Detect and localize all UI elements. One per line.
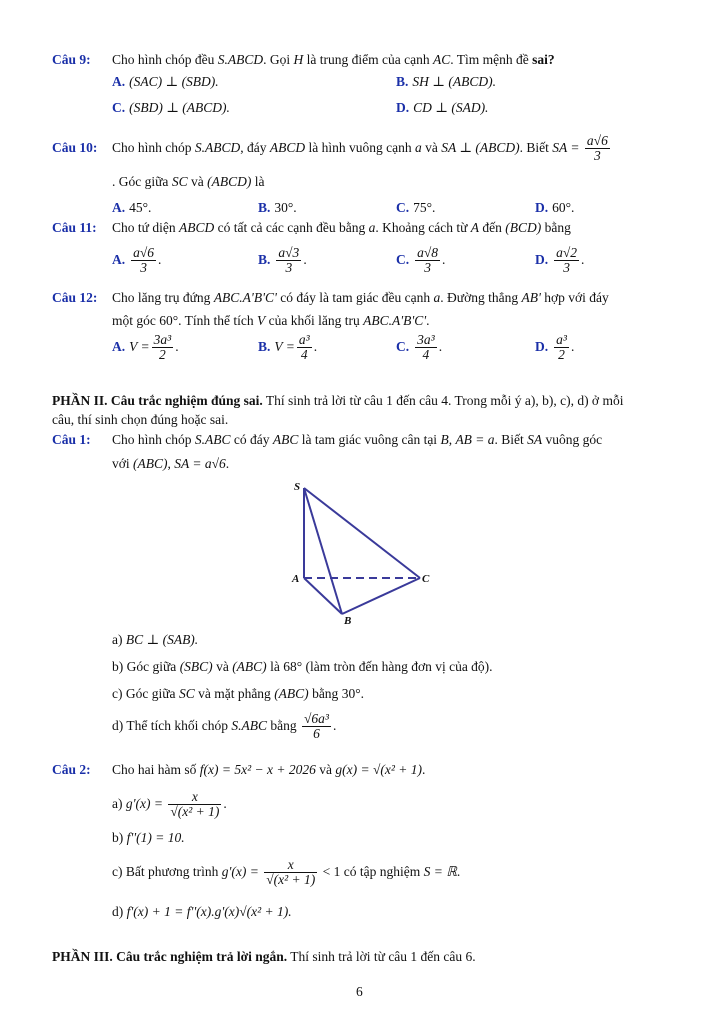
p2q2-item-b[interactable]: b) f''(1) = 10. [112, 830, 185, 845]
p2q2-item-d[interactable]: d) f'(x) + 1 = f''(x).g'(x)√(x² + 1). [112, 904, 292, 919]
q11-option-d[interactable]: D. $\frac{a√2}{3}$ . [535, 245, 585, 276]
p2q2-item-a[interactable]: a) g'(x) = $\frac{x}{\text{√(x² + 1)}}$ . [112, 789, 227, 820]
q12-option-b[interactable]: B. V = $\frac{\text{a³}}{4}$ . [258, 332, 318, 363]
edge-sc [304, 488, 420, 578]
q12-label: Câu 12: [52, 290, 98, 305]
q9-option-b[interactable]: B. SH ⊥ (ABCD). [396, 74, 496, 89]
pyramid-figure [280, 476, 440, 626]
q11-text: Cho tứ diện ABCD có tất cả các cạnh đều bằng a. Khoảng cách từ A đến (BCD) bằng [112, 220, 571, 235]
q12-option-c[interactable]: C. $\frac{\text{3a³}}{4}$ . [396, 332, 443, 363]
q11-option-b[interactable]: B. $\frac{a√3}{3}$ . [258, 245, 307, 276]
q10-text-line2: . Góc giữa SC và (ABCD) là [112, 174, 265, 189]
label-s: S [294, 481, 301, 493]
p2q2-item-c[interactable]: c) Bất phương trình g'(x) = $\frac{x}{\text{√(x² + 1)}}$ < 1 có tập nghiệm S = ℝ. [112, 857, 461, 888]
p2q1-text: Cho hình chóp S.ABC có đáy ABC là tam giác vuông cân tại B, AB = a. Biết SA vuông góc [112, 432, 603, 447]
p2q2-label: Câu 2: [52, 762, 91, 777]
edge-bc [342, 578, 420, 614]
q12-option-a[interactable]: A. V = $\frac{\text{3a³}}{2}$ . [112, 332, 179, 363]
q10-label-wrap [52, 140, 97, 156]
p2q1-item-b[interactable]: b) Góc giữa (SBC) và (ABC) là 68° (làm tròn đến hàng đơn vị của độ). [112, 659, 493, 674]
label-c: C [422, 573, 430, 585]
q11-option-a[interactable]: A. $\frac{a√6}{3}$ . [112, 245, 162, 276]
q12-text-line2: một góc 60°. Tính thể tích V của khối lăng trụ ABC.A'B'C'. [112, 313, 430, 328]
p2q1-item-a[interactable]: a) BC ⊥ (SAB). [112, 632, 199, 647]
q12-option-d[interactable]: D. $\frac{\text{a³}}{2}$ . [535, 332, 575, 363]
p2q1-item-d[interactable]: d) Thể tích khối chóp S.ABC bằng $\frac{\text{√6a³}}{6}$ . [112, 711, 337, 742]
part3-heading: PHẦN III. Câu trắc nghiệm trả lời ngắn. Thí sinh trả lời từ câu 1 đến câu 6. [52, 949, 476, 964]
q9-label: Câu 9: [52, 52, 91, 67]
p2q1-label: Câu 1: [52, 432, 91, 447]
q12-text: Cho lăng trụ đứng ABC.A'B'C' có đáy là tam giác đều cạnh a. Đường thẳng AB' hợp với đáy [112, 290, 609, 305]
q10-text: Cho hình chóp S.ABCD, đáy ABCD là hình vuông cạnh a và SA ⊥ (ABCD). Biết SA = $\frac{a√6}{3}$ [112, 133, 608, 164]
q11-label: Câu 11: [52, 220, 97, 235]
p2q2-text: Cho hai hàm số f(x) = 5x² − x + 2026 và g(x) = √(x² + 1). [112, 762, 426, 777]
p2q2-label-wrap [52, 762, 91, 778]
q9-option-a[interactable]: A. (SAC) ⊥ (SBD). [112, 74, 219, 89]
q12-label-wrap [52, 290, 97, 306]
q11-option-c[interactable]: C. $\frac{a√8}{3}$ . [396, 245, 446, 276]
page-number: 6 [356, 984, 363, 999]
part2-heading: PHẦN II. Câu trắc nghiệm đúng sai. Thí sinh trả lời từ câu 1 đến câu 4. Trong mỗi ý a), b), c), d) ở mỗi [52, 393, 624, 408]
q10-option-d[interactable]: D. 60°. [535, 200, 575, 215]
label-b: B [344, 615, 352, 626]
p2q1-text-line2: với (ABC), SA = a√6. [112, 456, 230, 471]
q9-stem [52, 52, 91, 68]
q9-text: Cho hình chóp đều S.ABCD. Gọi H là trung điểm của cạnh AC. Tìm mệnh đề sai? [112, 52, 555, 67]
q10-sa-fraction: $\frac{a√6}{3}$ [586, 133, 608, 164]
q9-option-c[interactable]: C. (SBD) ⊥ (ABCD). [112, 100, 230, 115]
label-a: A [292, 573, 300, 585]
p2q1-item-c[interactable]: c) Góc giữa SC và mặt phẳng (ABC) bằng 30°. [112, 686, 364, 701]
q10-option-b[interactable]: B. 30°. [258, 200, 297, 215]
part2-text-line2: câu, thí sinh chọn đúng hoặc sai. [52, 412, 229, 427]
q9-option-d[interactable]: D. CD ⊥ (SAD). [396, 100, 489, 115]
q10-option-c[interactable]: C. 75°. [396, 200, 436, 215]
q10-option-a[interactable]: A. 45°. [112, 200, 152, 215]
q11-label-wrap [52, 220, 97, 236]
q10-label: Câu 10: [52, 140, 98, 155]
p2q1-label-wrap [52, 432, 91, 448]
